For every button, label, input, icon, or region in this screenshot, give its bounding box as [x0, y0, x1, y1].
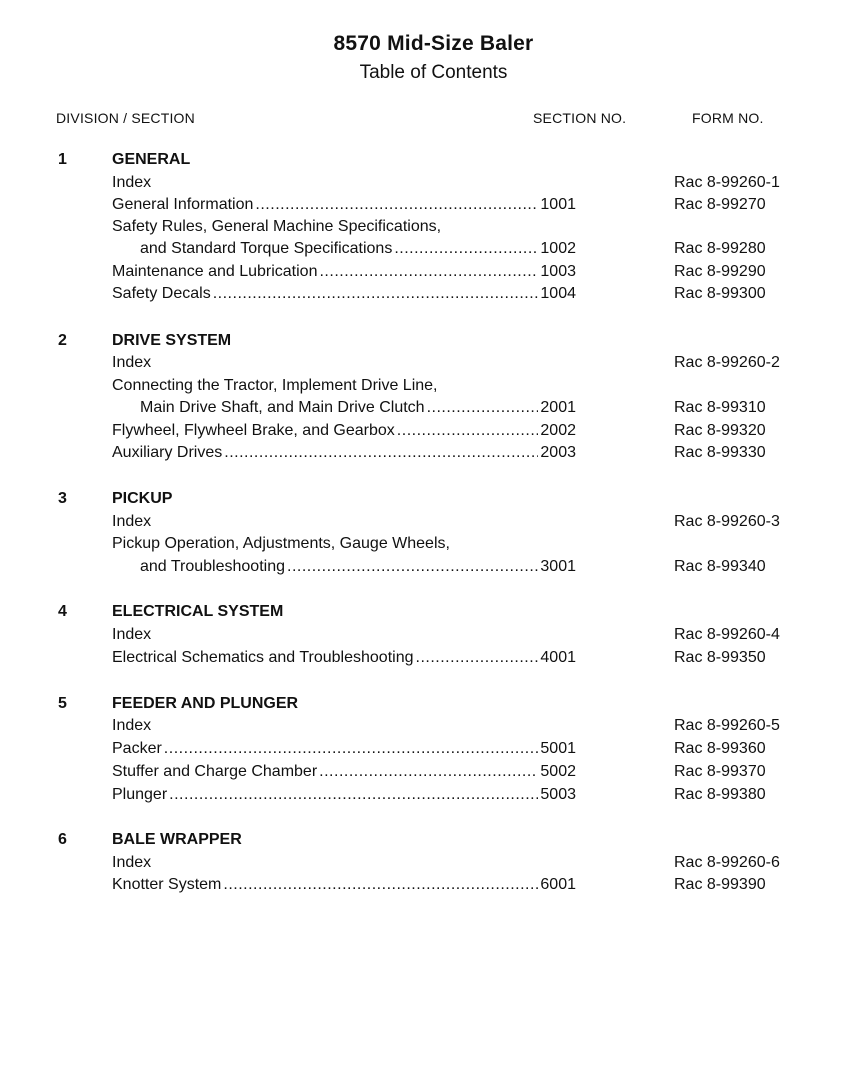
leader-dots	[169, 786, 538, 804]
toc-entry	[112, 422, 576, 440]
toc-entry	[112, 513, 576, 531]
document-title: 8570 Mid-Size Baler	[333, 32, 534, 55]
form-number: Rac 8-99370	[674, 763, 766, 780]
form-number: Rac 8-99310	[674, 399, 766, 416]
toc-row	[0, 535, 867, 558]
leader-dots	[319, 763, 538, 781]
toc-entry	[112, 285, 576, 303]
header-form-no: FORM NO.	[692, 110, 764, 126]
leader-dots	[213, 285, 539, 303]
toc-row	[0, 240, 867, 263]
entry-label: Pickup Operation, Adjustments, Gauge Wheels,	[112, 535, 450, 552]
form-number: Rac 8-99360	[674, 740, 766, 757]
leader-dots	[287, 558, 538, 576]
toc-row	[0, 740, 867, 763]
toc-row	[0, 422, 867, 445]
toc-row	[0, 876, 867, 899]
toc-row	[0, 399, 867, 422]
section-number: 4001	[540, 649, 576, 666]
entry-label: and Troubleshooting	[140, 558, 285, 575]
entry-label: Electrical Schematics and Troubleshooting	[112, 649, 414, 666]
toc-entry	[112, 786, 576, 804]
division-title: PICKUP	[112, 490, 173, 507]
form-number: Rac 8-99260-5	[674, 717, 780, 734]
entry-label: General Information	[112, 196, 254, 213]
form-number: Rac 8-99260-4	[674, 626, 780, 643]
section-number: 2003	[540, 444, 576, 461]
leader-dots	[416, 649, 539, 667]
leader-dots	[394, 240, 538, 258]
toc-row	[0, 196, 867, 219]
toc-row	[0, 786, 867, 809]
section-number: 3001	[540, 558, 576, 575]
toc-row	[0, 218, 867, 241]
division-title: ELECTRICAL SYSTEM	[112, 603, 284, 620]
section-number: 1002	[540, 240, 576, 257]
division-number: 6	[58, 831, 67, 848]
entry-label: and Standard Torque Specifications	[140, 240, 393, 257]
entry-label: Index	[112, 717, 152, 734]
form-number: Rac 8-99340	[674, 558, 766, 575]
toc-entry	[112, 763, 576, 781]
leader-dots	[223, 876, 538, 894]
leader-dots	[255, 196, 538, 214]
toc-entry	[112, 263, 576, 281]
form-number: Rac 8-99260-2	[674, 354, 780, 371]
division-number: 4	[58, 603, 67, 620]
entry-label: Plunger	[112, 786, 168, 803]
leader-dots	[164, 740, 539, 758]
toc-entry	[112, 218, 576, 236]
toc-entry	[140, 558, 576, 576]
leader-dots	[427, 399, 539, 417]
form-number: Rac 8-99330	[674, 444, 766, 461]
entry-label: Index	[112, 854, 152, 871]
form-number: Rac 8-99260-3	[674, 513, 780, 530]
entry-label: Maintenance and Lubrication	[112, 263, 318, 280]
entry-label: Stuffer and Charge Chamber	[112, 763, 318, 780]
leader-dots	[319, 263, 538, 281]
form-number: Rac 8-99270	[674, 196, 766, 213]
division-number: 3	[58, 490, 67, 507]
toc-entry	[112, 876, 576, 894]
section-number: 1001	[540, 196, 576, 213]
entry-label: Index	[112, 513, 152, 530]
toc-row	[0, 285, 867, 308]
entry-label: Connecting the Tractor, Implement Drive Line,	[112, 377, 438, 394]
toc-entry	[112, 377, 576, 395]
toc-row	[0, 717, 867, 740]
division-title: GENERAL	[112, 151, 191, 168]
entry-label: Packer	[112, 740, 162, 757]
section-number: 5003	[540, 786, 576, 803]
toc-entry	[112, 649, 576, 667]
toc-row	[0, 263, 867, 286]
form-number: Rac 8-99320	[674, 422, 766, 439]
form-number: Rac 8-99350	[674, 649, 766, 666]
entry-label: Auxiliary Drives	[112, 444, 223, 461]
division-title: FEEDER AND PLUNGER	[112, 695, 299, 712]
form-number: Rac 8-99290	[674, 263, 766, 280]
entry-label: Knotter System	[112, 876, 222, 893]
toc-entry	[112, 535, 576, 553]
leader-dots	[397, 422, 539, 440]
header-division-section: DIVISION / SECTION	[56, 110, 195, 126]
section-number: 5001	[540, 740, 576, 757]
toc-entry	[112, 626, 576, 644]
form-number: Rac 8-99300	[674, 285, 766, 302]
toc-row	[0, 377, 867, 400]
entry-label: Flywheel, Flywheel Brake, and Gearbox	[112, 422, 395, 439]
form-number: Rac 8-99260-6	[674, 854, 780, 871]
entry-label: Safety Rules, General Machine Specifications,	[112, 218, 442, 235]
toc-entry	[112, 740, 576, 758]
header-section-no: SECTION NO.	[533, 110, 627, 126]
form-number: Rac 8-99390	[674, 876, 766, 893]
section-number: 1004	[540, 285, 576, 302]
section-number: 6001	[540, 876, 576, 893]
entry-label: Index	[112, 174, 152, 191]
toc-row	[0, 558, 867, 581]
toc-row	[0, 854, 867, 877]
toc-row	[0, 513, 867, 536]
section-number: 1003	[540, 263, 576, 280]
form-number: Rac 8-99280	[674, 240, 766, 257]
division-number: 1	[58, 151, 67, 168]
toc-row	[0, 649, 867, 672]
toc-entry	[112, 717, 576, 735]
form-number: Rac 8-99260-1	[674, 174, 780, 191]
toc-row	[0, 174, 867, 197]
toc-entry	[112, 444, 576, 462]
toc-entry	[112, 854, 576, 872]
entry-label: Safety Decals	[112, 285, 211, 302]
entry-label: Index	[112, 354, 152, 371]
section-number: 2002	[540, 422, 576, 439]
toc-row	[0, 763, 867, 786]
entry-label: Index	[112, 626, 152, 643]
leader-dots	[224, 444, 538, 462]
toc-row	[0, 354, 867, 377]
division-number: 5	[58, 695, 67, 712]
entry-label: Main Drive Shaft, and Main Drive Clutch	[140, 399, 425, 416]
toc-entry	[112, 196, 576, 214]
division-title: DRIVE SYSTEM	[112, 332, 232, 349]
document-subtitle: Table of Contents	[359, 62, 508, 83]
toc-row	[0, 626, 867, 649]
toc-row	[0, 444, 867, 467]
toc-entry	[140, 399, 576, 417]
toc-entry	[140, 240, 576, 258]
division-number: 2	[58, 332, 67, 349]
form-number: Rac 8-99380	[674, 786, 766, 803]
section-number: 2001	[540, 399, 576, 416]
toc-entry	[112, 174, 576, 192]
division-title: BALE WRAPPER	[112, 831, 242, 848]
section-number: 5002	[540, 763, 576, 780]
toc-entry	[112, 354, 576, 372]
